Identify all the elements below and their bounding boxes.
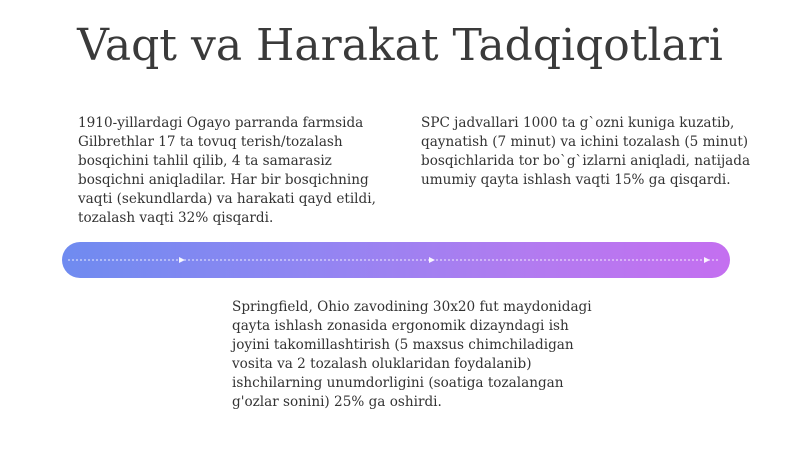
arrow-marker-icon xyxy=(429,257,435,263)
arrow-marker-icon xyxy=(704,257,710,263)
page-title: Vaqt va Harakat Tadqiqotlari xyxy=(77,20,723,71)
arrow-marker-icon xyxy=(179,257,185,263)
text-block-spc-charts: SPC jadvallari 1000 ta g`ozni kuniga kuzatib, qaynatish (7 minut) va ichini tozalash (5 minut) bosqichlarida tor bo`g`izlarni aniqladi, natijada umumiy qayta ishlash vaqti 15% ga qisqardi. xyxy=(421,115,751,188)
text-block-springfield-plant: Springfield, Ohio zavodining 30x20 fut maydonidagi qayta ishlash zonasida ergonomik dizayndagi ish joyini takomillashtirish (5 maxsus chimchiladigan vosita va 2 tozalash oluklaridan foydalanib) ishchilarning unumdorligini (soatiga tozalangan g'ozlar sonini) 25% ga oshirdi. xyxy=(232,299,592,410)
timeline-arrow-line xyxy=(62,242,730,278)
text-block-gilbreth-study: 1910-yillardagi Ogayo parranda farmsida Gilbrethlar 17 ta tovuq terish/tozalash bosqichini tahlil qilib, 4 ta samarasiz bosqichni aniqladilar. Har bir bosqichning vaqti (sekundlarda) va harakati qayd etildi, tozalash vaqti 32% qisqardi. xyxy=(78,115,376,226)
timeline-band xyxy=(62,242,730,278)
